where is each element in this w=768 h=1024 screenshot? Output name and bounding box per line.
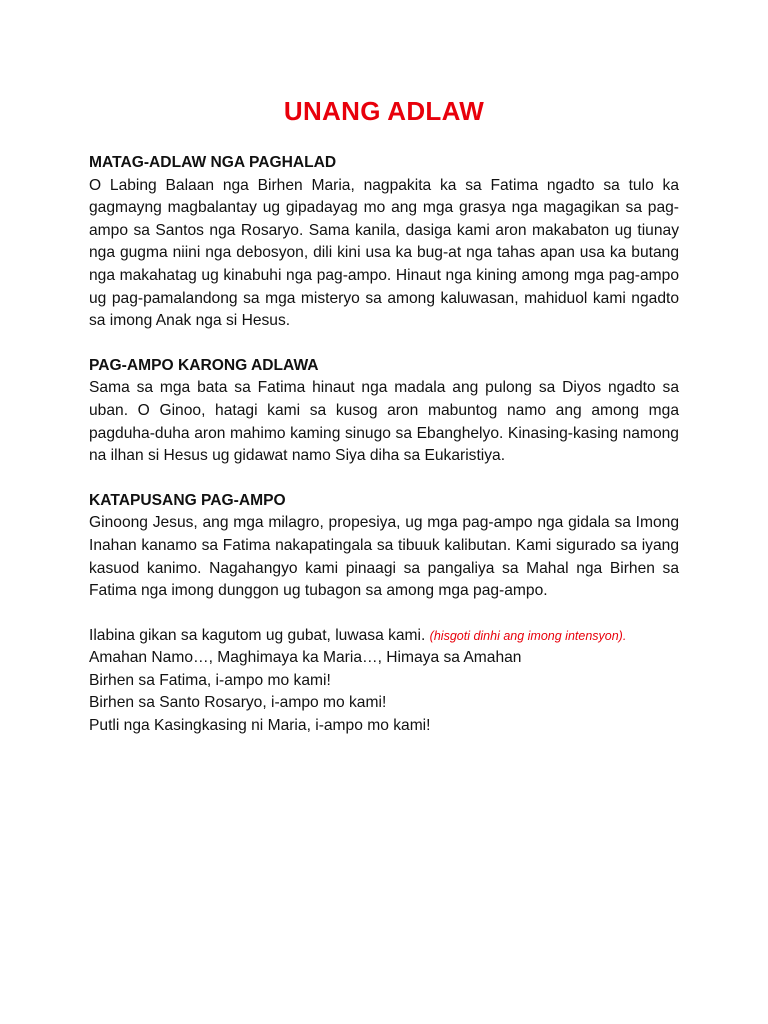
invocation-line: Birhen sa Santo Rosaryo, i-ampo mo kami! — [89, 694, 387, 712]
document-body — [89, 152, 679, 738]
section-heading: PAG-AMPO KARONG ADLAWA — [89, 356, 319, 374]
page-title: UNANG ADLAW — [283, 96, 485, 126]
section-heading: MATAG-ADLAW NGA PAGHALAD — [89, 154, 337, 171]
intention-text: Ilabina gikan sa kagutom ug gubat, luwasa kami. — [89, 626, 430, 644]
prayers-line: Amahan Namo…, Maghimaya ka Maria…, Himaya sa Amahan — [89, 649, 522, 667]
section-paragraph: Ginoong Jesus, ang mga milagro, propesiya, ug mga pag-ampo nga gidala sa Imong Inahan kanamo sa Fatima nakapatingala sa tibuuk kalibutan. Kami sigurado sa iyang kasuod kanimo. Nagahangyo kami pinaagi sa pangaliya sa Mahal nga Birhen sa Fatima nga imong dunggon ug tubagon sa among mga pag-ampo. — [89, 514, 679, 600]
intention-note: (hisgoti dinhi ang imong intensyon). — [429, 628, 627, 643]
section-prayer-today — [89, 355, 679, 468]
section-paragraph: O Labing Balaan nga Birhen Maria, nagpakita ka sa Fatima ngadto sa tulo ka gagmayng magbalantay ug gipadayag mo ang mga grasya nga magagikan sa pag-ampo sa Santos nga Rosaryo. Sama kanila, dasiga kami aron makabaton ug tiunay nga gugma niini nga debosyon, dili kini usa ka bug-at nga tahas apan usa ka butang nga makahatag ug kinabuhi nga pag-ampo. Hinaut nga kining among mga pag-ampo ug pag-pamalandong sa mga misteryo sa among kaluwasan, mahiduol kami ngadto sa imong Anak nga si Hesus. — [89, 176, 679, 330]
section-closing-prayer — [89, 490, 679, 603]
section-paragraph: Sama sa mga bata sa Fatima hinaut nga madala ang pulong sa Diyos ngadto sa uban. O Ginoo, hatagi kami sa kusog aron mabuntog namo ang among mga pagduha-duha aron mahimo kaming sinugo sa Ebanghelyo. Kinasing-kasing namong na ilhan si Hesus ug gidawat namo Siya diha sa Eukaristiya. — [89, 379, 679, 465]
invocation-line: Putli nga Kasingkasing ni Maria, i-ampo mo kami! — [89, 717, 431, 735]
section-daily-offering — [89, 152, 679, 333]
section-heading: KATAPUSANG PAG-AMPO — [89, 491, 286, 509]
intention-line — [89, 625, 679, 648]
invocations-list — [89, 670, 679, 738]
invocation-line: Birhen sa Fatima, i-ampo mo kami! — [89, 671, 331, 689]
